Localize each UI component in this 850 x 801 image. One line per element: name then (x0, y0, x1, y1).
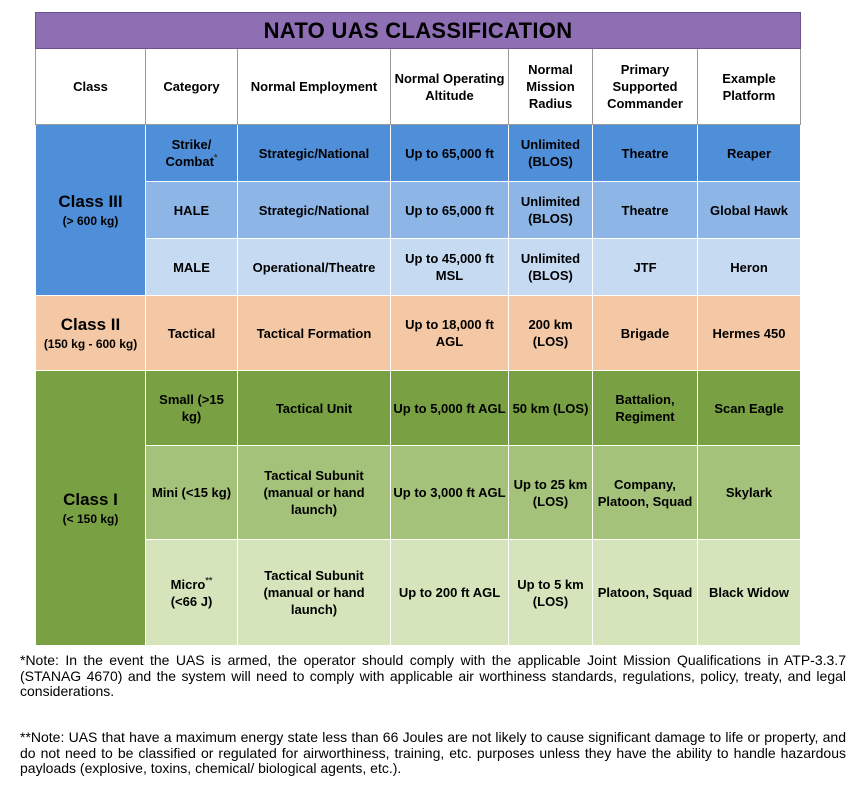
note-armed-uas: *Note: In the event the UAS is armed, the operator should comply with the applicable Joint Mission Qualifications in ATP-3.3.7 (STANAG 4670) and the system will need to comply with applicable air worthiness standards, regulations, policy, treaty, and legal considerations. (20, 652, 846, 699)
platform-cell: Global Hawk (698, 182, 801, 239)
header-radius: Normal Mission Radius (509, 49, 593, 125)
header-commander: Primary Supported Commander (593, 49, 698, 125)
altitude-cell: Up to 18,000 ft AGL (391, 296, 509, 371)
class-weight: (150 kg - 600 kg) (43, 336, 138, 351)
category-cell: Mini (<15 kg) (146, 446, 238, 540)
employment-cell: Tactical Subunit (manual or hand launch) (238, 540, 391, 646)
class-name: Class I (63, 489, 118, 509)
platform-cell: Heron (698, 239, 801, 296)
radius-cell: Up to 5 km (LOS) (509, 540, 593, 646)
class-weight: (> 600 kg) (62, 213, 119, 228)
uas-classification-table (35, 12, 801, 646)
category-cell: Strike/ Combat* (146, 125, 238, 182)
commander-cell: Platoon, Squad (593, 540, 698, 646)
table-row (36, 540, 801, 646)
commander-cell: Battalion, Regiment (593, 371, 698, 446)
header-class: Class (36, 49, 146, 125)
header-row (36, 49, 801, 125)
radius-cell: Unlimited (BLOS) (509, 239, 593, 296)
radius-cell: 200 km (LOS) (509, 296, 593, 371)
class-name: Class III (58, 191, 123, 211)
altitude-cell: Up to 5,000 ft AGL (391, 371, 509, 446)
header-platform: Example Platform (698, 49, 801, 125)
header-category: Category (146, 49, 238, 125)
employment-cell: Tactical Subunit (manual or hand launch) (238, 446, 391, 540)
category-cell: MALE (146, 239, 238, 296)
table-row (36, 371, 801, 446)
employment-cell: Strategic/National (238, 182, 391, 239)
class-name: Class II (60, 314, 121, 334)
table-row (36, 125, 801, 182)
category-cell: HALE (146, 182, 238, 239)
table-title: NATO UAS CLASSIFICATION (36, 13, 801, 49)
header-altitude: Normal Operating Altitude (391, 49, 509, 125)
altitude-cell: Up to 200 ft AGL (391, 540, 509, 646)
employment-cell: Tactical Formation (238, 296, 391, 371)
radius-cell: Unlimited (BLOS) (509, 182, 593, 239)
class-cell-class-i (36, 371, 146, 646)
platform-cell: Reaper (698, 125, 801, 182)
note-energy-state: **Note: UAS that have a maximum energy state less than 66 Joules are not likely to cause significant damage to life or property, and do not need to be classified or regulated for airworthiness, training, etc. purposes unless they have the ability to handle hazardous payloads (explosive, toxins, chemical/ biological agents, etc.). (20, 729, 846, 776)
commander-cell: Theatre (593, 125, 698, 182)
commander-cell: Theatre (593, 182, 698, 239)
commander-cell: JTF (593, 239, 698, 296)
commander-cell: Company, Platoon, Squad (593, 446, 698, 540)
radius-cell: 50 km (LOS) (509, 371, 593, 446)
altitude-cell: Up to 45,000 ft MSL (391, 239, 509, 296)
class-cell-class-iii (36, 125, 146, 296)
category-cell: Tactical (146, 296, 238, 371)
platform-cell: Skylark (698, 446, 801, 540)
class-cell-class-ii (36, 296, 146, 371)
platform-cell: Black Widow (698, 540, 801, 646)
table-row (36, 239, 801, 296)
platform-cell: Hermes 450 (698, 296, 801, 371)
category-cell: Small (>15 kg) (146, 371, 238, 446)
table-row (36, 296, 801, 371)
employment-cell: Strategic/National (238, 125, 391, 182)
table-row (36, 446, 801, 540)
commander-cell: Brigade (593, 296, 698, 371)
employment-cell: Tactical Unit (238, 371, 391, 446)
employment-cell: Operational/Theatre (238, 239, 391, 296)
radius-cell: Up to 25 km (LOS) (509, 446, 593, 540)
radius-cell: Unlimited (BLOS) (509, 125, 593, 182)
class-weight: (< 150 kg) (62, 511, 119, 526)
header-employment: Normal Employment (238, 49, 391, 125)
altitude-cell: Up to 65,000 ft (391, 125, 509, 182)
category-cell: Micro** (<66 J) (146, 540, 238, 646)
table-row (36, 182, 801, 239)
platform-cell: Scan Eagle (698, 371, 801, 446)
altitude-cell: Up to 65,000 ft (391, 182, 509, 239)
altitude-cell: Up to 3,000 ft AGL (391, 446, 509, 540)
